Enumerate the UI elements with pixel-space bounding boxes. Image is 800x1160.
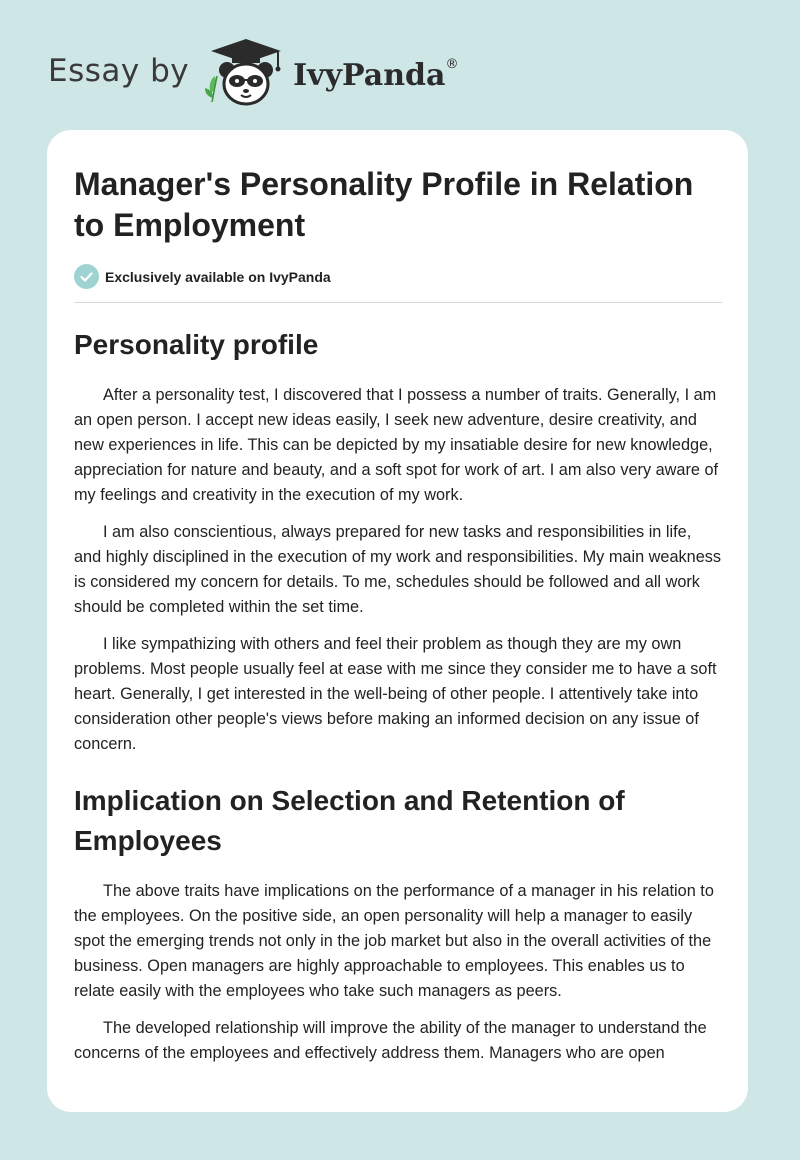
essay-card	[47, 130, 748, 1112]
page-title: Manager's Personality Profile in Relation to Employment	[74, 166, 694, 243]
paragraph: The above traits have implications on the performance of a manager in his relation to the employees. On the positive side, an open personality will help a manager to easily spot the emerging trends not only in the job market but also in the overall activities of the business. Open managers are highly approachable to employees. This enables us to relate easily with the employees who take such managers as peers.	[74, 882, 714, 1000]
panda-graduate-icon	[203, 36, 289, 110]
check-circle-icon	[74, 264, 99, 289]
paragraph: The developed relationship will improve the ability of the manager to understand the concerns of the employees and effectively address them. Managers who are open	[74, 1019, 707, 1062]
brand-name	[293, 58, 458, 93]
section-heading-implication: Implication on Selection and Retention of Employees	[74, 785, 625, 856]
section-heading-personality: Personality profile	[74, 329, 319, 360]
paragraph: After a personality test, I discovered that I possess a number of traits. Generally, I am an open person. I accept new ideas easily, I seek new adventure, desire creativity, and new experiences in life. This can be depicted by my insatiable desire for new knowledge, appreciation for nature and beauty, and a soft spot for work of art. I am also very aware of my feelings and creativity in the execution of my work.	[74, 386, 719, 504]
exclusive-label: Exclusively available on IvyPanda	[105, 268, 331, 285]
exclusive-badge	[74, 264, 722, 303]
brand-name-text: IvyPanda	[293, 57, 446, 93]
paragraph: I like sympathizing with others and feel their problem as though they are my own problems. Most people usually feel at ease with me since they consider me to have a soft heart. Generally, I get interested in the well-being of other people. I attentively take into consideration other people's views before making an informed decision on any issue of concern.	[74, 635, 717, 753]
brand-header[interactable]	[48, 36, 458, 110]
paragraph: I am also conscientious, always prepared for new tasks and responsibilities in life, and highly disciplined in the execution of my work and responsibilities. My main weakness is considered my concern for details. To me, schedules should be followed and all work should be completed within the set time.	[74, 523, 722, 616]
registered-mark: ®	[445, 56, 459, 72]
brand-prefix: Essay by	[48, 53, 190, 89]
